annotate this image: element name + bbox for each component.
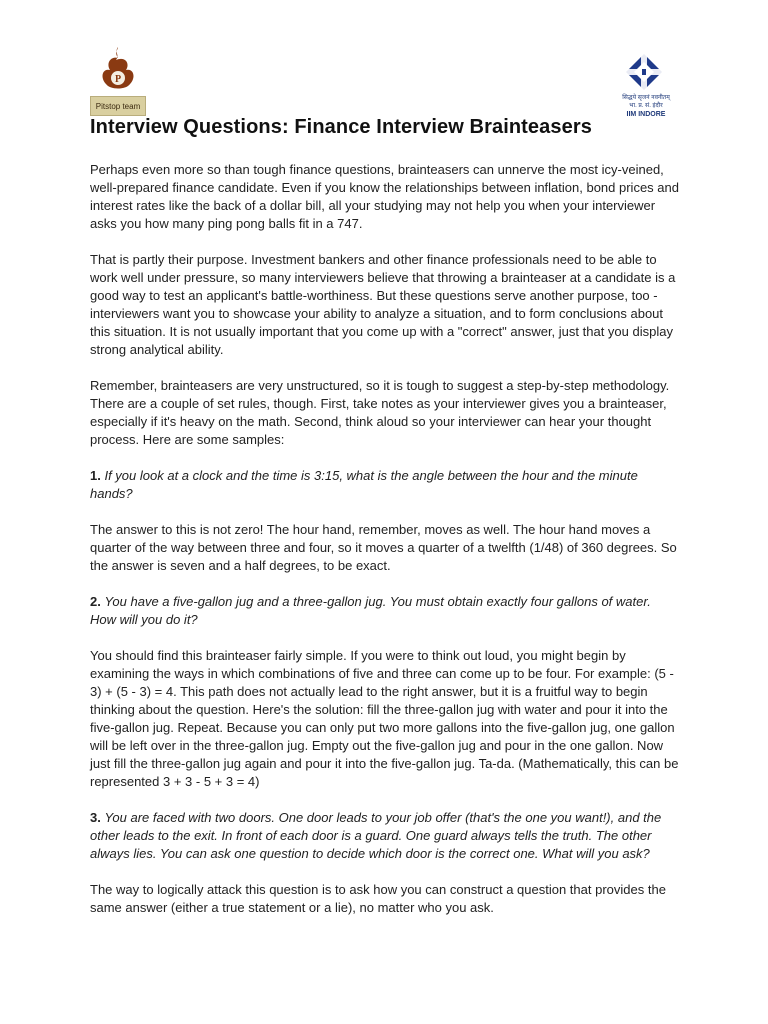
iim-indore-logo xyxy=(616,50,676,122)
question-2 xyxy=(90,593,680,629)
question-text: You are faced with two doors. One door leads to your job offer (that's the one you want!), and the other leads to the exit. In front of each door is a guard. One guard always tells the truth. The other always lies. You can ask one question to decide which door is the correct one. What will you ask? xyxy=(90,810,662,861)
question-number: 3. xyxy=(90,810,105,825)
svg-text:P: P xyxy=(114,74,122,85)
question-1 xyxy=(90,467,680,503)
logo-name: IIM INDORE xyxy=(626,111,666,118)
iim-indore-emblem-icon xyxy=(622,50,666,94)
intro-paragraph: That is partly their purpose. Investment bankers and other finance professionals need to be able to work well under pressure, so many interviewers believe that throwing a brainteaser at a candidate is a good way to test an applicant's battle-worthiness. But these questions serve another purpose, too - interviewers want you to showcase your ability to analyze a situation, and to form conclusions about this situation. It is not usually important that you come up with a "correct" answer, just that you display strong analytical ability. xyxy=(90,252,676,357)
question-text: You have a five-gallon jug and a three-gallon jug. You must obtain exactly four gallons of water. How will you do it? xyxy=(90,594,651,627)
answer-3: The way to logically attack this question is to ask how you can construct a question that provides the same answer (either a true statement or a lie), no matter who you ask. xyxy=(90,882,666,915)
question-number: 2. xyxy=(90,594,105,609)
document-body xyxy=(90,161,680,935)
flame-emblem-icon xyxy=(96,44,140,96)
answer-1: The answer to this is not zero! The hour hand, remember, moves as well. The hour hand moves a quarter of the way between three and four, so it moves a quarter of a twelfth (1/48) of 360 degrees. So the answer is seven and a half degrees, to be exact. xyxy=(90,522,677,573)
document-title: Interview Questions: Finance Interview Brainteasers xyxy=(90,116,592,138)
answer-2: You should find this brainteaser fairly simple. If you were to think out loud, you might begin by examining the ways in which combinations of five and three can come up to be four. For example: (5 - 3) + (5 - 3) = 4. This path does not actually lead to the right answer, but it is a fruitful way to begin thinking about the question. Here's the solution: fill the three-gallon jug with water and pour it into the five-gallon jug. Repeat. Because you can only put two more gallons into the five-gallon jug, one gallon will be left over in the three-gallon jug. Empty out the five-gallon jug and pour in the one gallon. Now just fill the three-gallon jug again and pour it into the five-gallon jug. Ta-da. (Mathematically, this can be represented 3 + 3 - 5 + 3 = 4) xyxy=(90,648,679,789)
logo-hindi-text: सिद्धये सृजनं नवनीतम् भा. प्र. सं. इंदौर xyxy=(622,95,670,109)
intro-paragraph: Perhaps even more so than tough finance questions, brainteasers can unnerve the most icy-veined, well-prepared finance candidate. Even if you know the relationships between inflation, bond prices and interest rates like the back of a dollar bill, all your studying may not help you when your interviewer asks you how many ping pong balls fit in a 747. xyxy=(90,162,679,231)
intro-paragraph: Remember, brainteasers are very unstructured, so it is tough to suggest a step-by-step methodology. There are a couple of set rules, though. First, take notes as your interviewer gives you a brainteaser, especially if it's heavy on the math. Second, think aloud so your interviewer can hear your thought process. Here are some samples: xyxy=(90,378,670,447)
question-text: If you look at a clock and the time is 3:15, what is the angle between the hour and the minute hands? xyxy=(90,468,638,501)
pitstop-team-logo xyxy=(90,44,146,118)
question-number: 1. xyxy=(90,468,105,483)
question-3 xyxy=(90,809,680,863)
logo-label: Pitstop team xyxy=(90,96,146,116)
